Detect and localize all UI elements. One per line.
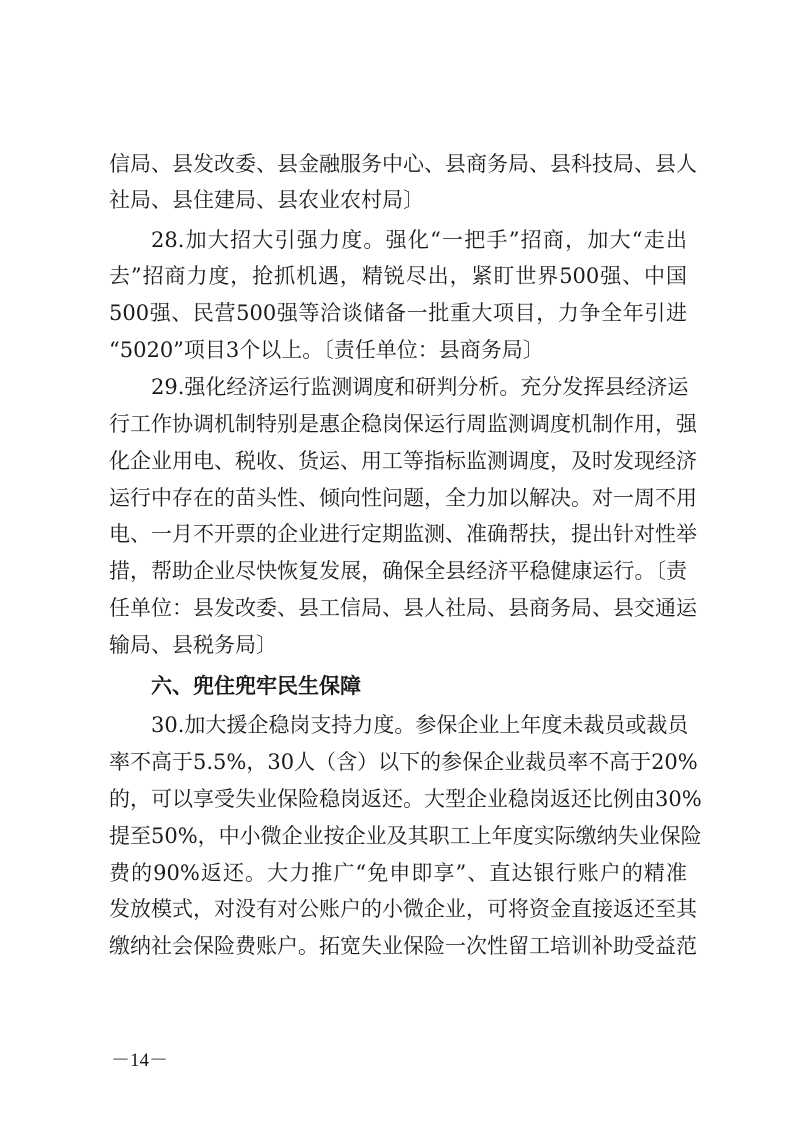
item-28-heading-line: 28.加大招大引强力度。强化“一把手”招商，加大“走出 [151, 228, 687, 252]
text-line: 率不高于5.5%，30人（含）以下的参保企业裁员率不高于20% [109, 750, 698, 774]
item-29-heading-line: 29.强化经济运行监测调度和研判分析。充分发挥县经济运 [151, 375, 689, 399]
text-line: 化企业用电、税收、货运、用工等指标监测调度，及时发现经济 [109, 449, 697, 473]
text-line: 信局、县发改委、县金融服务中心、县商务局、县科技局、县人 [109, 152, 697, 176]
text-line: 发放模式，对没有对公账户的小微企业，可将资金直接返还至其 [109, 897, 697, 921]
text-line: 缴纳社会保险费账户。拓宽失业保险一次性留工培训补助受益范 [109, 934, 697, 958]
text-line: 去”招商力度，抢抓机遇，精锐尽出，紧盯世界500强、中国 [109, 264, 687, 288]
text-line: 输局、县税务局〕 [109, 633, 277, 657]
section-heading: 六、兜住兜牢民生保障 [151, 674, 361, 698]
text-line: 的，可以享受失业保险稳岗返还。大型企业稳岗返还比例由30% [109, 787, 702, 811]
text-line: 费的90%返还。大力推广“免申即享”、直达银行账户的精准 [109, 861, 687, 885]
text-line: “5020”项目3个以上。〔责任单位：县商务局〕 [109, 338, 544, 362]
text-line: 运行中存在的苗头性、倾向性问题，全力加以解决。对一周不用 [109, 486, 697, 510]
page-number: －14－ [111, 1050, 169, 1071]
text-line: 提至50%，中小微企业按企业及其职工上年度实际缴纳失业保险 [109, 824, 702, 848]
text-line: 行工作协调机制特别是惠企稳岗保运行周监测调度机制作用，强 [109, 412, 697, 436]
text-line: 社局、县住建局、县农业农村局〕 [109, 188, 424, 212]
text-line: 电、一月不开票的企业进行定期监测、准确帮扶，提出针对性举 [109, 522, 697, 546]
text-line: 任单位：县发改委、县工信局、县人社局、县商务局、县交通运 [109, 596, 697, 620]
item-30-heading-line: 30.加大援企稳岗支持力度。参保企业上年度未裁员或裁员 [151, 713, 689, 737]
text-line: 措，帮助企业尽快恢复发展，确保全县经济平稳健康运行。〔责 [109, 559, 687, 583]
text-line: 500强、民营500强等洽谈储备一批重大项目，力争全年引进 [109, 301, 687, 325]
